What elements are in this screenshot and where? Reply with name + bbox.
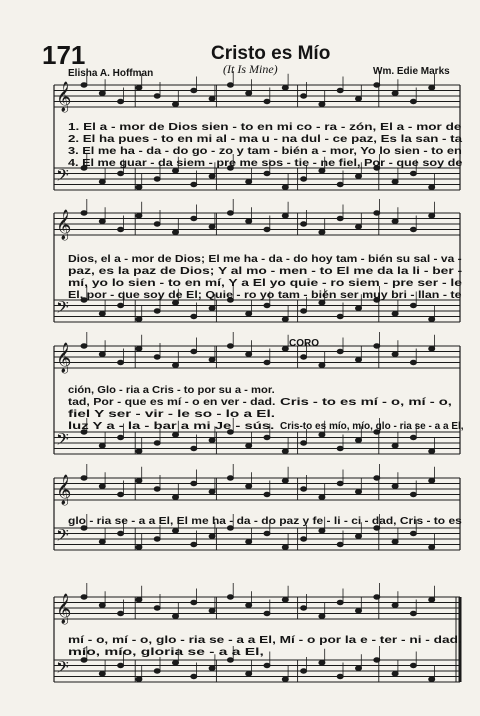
note-head — [99, 672, 105, 676]
note-head — [136, 185, 142, 189]
note-head — [429, 86, 435, 90]
treble-clef-icon: 𝄞 — [56, 475, 72, 504]
note-head — [209, 609, 215, 613]
note-head — [374, 83, 380, 87]
note-head — [246, 219, 252, 223]
note-head — [319, 301, 325, 305]
note-head — [282, 449, 288, 453]
lyric-line: tad, Por - que es mí - o en ver - dad. — [68, 396, 276, 408]
note-head — [282, 677, 288, 681]
note-head — [429, 449, 435, 453]
lyric-line: El, por - que soy de El; Quie - ro yo tam - bién ser muy bri - llan - te — [68, 289, 462, 301]
note-head — [429, 347, 435, 351]
note-head — [356, 174, 362, 178]
note-head — [191, 314, 197, 318]
note-head — [356, 97, 362, 101]
note-head — [99, 91, 105, 95]
note-head — [392, 219, 398, 223]
note-head — [301, 606, 307, 610]
note-head — [99, 180, 105, 184]
note-head — [301, 177, 307, 181]
note-head — [337, 481, 343, 485]
note-head — [118, 227, 124, 231]
note-head — [410, 360, 416, 364]
lyric-line: fiel Y ser - vir - le so - lo a El. — [68, 408, 276, 420]
note-head — [99, 219, 105, 223]
note-head — [191, 216, 197, 220]
note-head — [282, 86, 288, 90]
note-head — [410, 303, 416, 307]
note-head — [264, 435, 270, 439]
note-head — [264, 171, 270, 175]
note-head — [301, 537, 307, 541]
note-head — [319, 169, 325, 173]
treble-clef-icon: 𝄞 — [56, 343, 72, 372]
note-head — [264, 227, 270, 231]
note-head — [118, 435, 124, 439]
note-head — [81, 211, 87, 215]
note-head — [356, 666, 362, 670]
note-head — [227, 476, 233, 480]
note-head — [246, 352, 252, 356]
note-head — [337, 182, 343, 186]
note-head — [337, 446, 343, 450]
note-head — [429, 214, 435, 218]
note-head — [118, 171, 124, 175]
note-head — [154, 355, 160, 359]
note-head — [173, 169, 179, 173]
note-head — [282, 185, 288, 189]
note-head — [246, 672, 252, 676]
note-head — [246, 312, 252, 316]
chorus-lyric-line: Cris-to es mío, mío, glo - ria se - a a El, — [280, 420, 464, 432]
note-head — [410, 663, 416, 667]
note-head — [356, 609, 362, 613]
bass-clef-icon: 𝄢 — [56, 167, 69, 189]
note-head — [209, 438, 215, 442]
note-head — [118, 611, 124, 615]
hymn-number: 171 — [42, 40, 86, 70]
note-head — [337, 674, 343, 678]
note-head — [301, 309, 307, 313]
treble-clef-icon: 𝄞 — [56, 594, 72, 623]
note-head — [429, 479, 435, 483]
note-head — [191, 674, 197, 678]
note-head — [410, 492, 416, 496]
note-head — [319, 102, 325, 106]
note-head — [282, 347, 288, 351]
note-head — [227, 211, 233, 215]
lyric-line: mí - o, mí - o, glo - ria se - a a El, Mí - o por la e - ter - ni - dad. — [68, 634, 462, 646]
lyric-line: 1. El a - mor de Dios sien - to en mi co - ra - zón, El a - mor de — [68, 121, 462, 133]
note-head — [154, 177, 160, 181]
note-head — [264, 611, 270, 615]
note-head — [209, 225, 215, 229]
note-head — [392, 444, 398, 448]
note-head — [264, 360, 270, 364]
note-head — [99, 444, 105, 448]
note-head — [392, 484, 398, 488]
note-head — [356, 490, 362, 494]
treble-clef-icon: 𝄞 — [56, 82, 72, 111]
note-head — [374, 211, 380, 215]
note-head — [81, 658, 87, 662]
note-head — [264, 492, 270, 496]
lyric-line: 3. El me ha - da - do go - zo y tam - bién a - mor, Yo lo sien - to en — [68, 145, 462, 157]
treble-clef-icon: 𝄞 — [56, 210, 72, 239]
note-head — [319, 363, 325, 367]
note-head — [209, 534, 215, 538]
note-head — [99, 312, 105, 316]
note-head — [173, 495, 179, 499]
note-head — [209, 666, 215, 670]
note-head — [356, 225, 362, 229]
note-head — [356, 306, 362, 310]
note-head — [173, 529, 179, 533]
note-head — [282, 214, 288, 218]
lyric-line: paz, es la paz de Dios; Y al mo - men - to El me da la li - ber - — [68, 265, 463, 277]
note-head — [410, 171, 416, 175]
hymn-subtitle: (It Is Mine) — [223, 62, 278, 76]
note-head — [173, 363, 179, 367]
note-head — [81, 595, 87, 599]
note-head — [429, 545, 435, 549]
note-head — [118, 360, 124, 364]
note-head — [246, 444, 252, 448]
note-head — [301, 487, 307, 491]
lyric-line: glo - ria se - a a El, El me ha - da - do paz y fe - li - ci - dad, Cris - to es — [68, 515, 462, 527]
note-head — [118, 531, 124, 535]
note-head — [356, 438, 362, 442]
note-head — [374, 344, 380, 348]
note-head — [246, 91, 252, 95]
note-head — [209, 174, 215, 178]
note-head — [136, 86, 142, 90]
note-head — [246, 603, 252, 607]
note-head — [410, 227, 416, 231]
note-head — [191, 481, 197, 485]
note-head — [118, 303, 124, 307]
note-head — [173, 433, 179, 437]
note-head — [301, 222, 307, 226]
note-head — [154, 606, 160, 610]
note-head — [392, 540, 398, 544]
note-head — [191, 182, 197, 186]
note-head — [282, 598, 288, 602]
bass-clef-icon: 𝄢 — [56, 527, 69, 549]
note-head — [282, 317, 288, 321]
note-head — [337, 88, 343, 92]
note-head — [227, 595, 233, 599]
note-head — [118, 99, 124, 103]
note-head — [337, 600, 343, 604]
note-head — [301, 355, 307, 359]
note-head — [392, 180, 398, 184]
note-head — [173, 301, 179, 305]
note-head — [209, 306, 215, 310]
note-head — [374, 595, 380, 599]
note-head — [410, 99, 416, 103]
note-head — [392, 91, 398, 95]
note-head — [81, 344, 87, 348]
note-head — [191, 349, 197, 353]
note-head — [81, 83, 87, 87]
lyric-line: ción, Glo - ria a Cris - to por su a - mor. — [68, 384, 275, 396]
lyric-line: 2. El ha pues - to en mi al - ma u - na dul - ce paz, Es la san - ta — [68, 133, 462, 145]
lyric-line: mí, yo lo sien - to en mí, Y a El yo quie - ro siem - pre ser - le — [68, 277, 462, 289]
note-head — [319, 661, 325, 665]
note-head — [246, 484, 252, 488]
note-head — [356, 358, 362, 362]
note-head — [99, 484, 105, 488]
note-head — [319, 529, 325, 533]
note-head — [173, 230, 179, 234]
note-head — [392, 312, 398, 316]
note-head — [282, 479, 288, 483]
note-head — [319, 230, 325, 234]
note-head — [410, 435, 416, 439]
composer-name: Wm. Edie Marks — [373, 66, 450, 77]
note-head — [227, 658, 233, 662]
note-head — [118, 663, 124, 667]
note-head — [429, 317, 435, 321]
note-head — [392, 352, 398, 356]
hymn-title: Cristo es Mío — [211, 43, 331, 64]
note-head — [301, 94, 307, 98]
note-head — [264, 303, 270, 307]
note-head — [374, 658, 380, 662]
note-head — [337, 216, 343, 220]
note-head — [209, 358, 215, 362]
note-head — [264, 531, 270, 535]
note-head — [154, 309, 160, 313]
note-head — [319, 433, 325, 437]
note-head — [319, 614, 325, 618]
bass-clef-icon: 𝄢 — [56, 431, 69, 453]
note-head — [173, 614, 179, 618]
note-head — [264, 663, 270, 667]
note-head — [301, 441, 307, 445]
note-head — [99, 352, 105, 356]
bass-clef-icon: 𝄢 — [56, 659, 69, 681]
lyric-line: mío, mío, gloria se - a a El, — [68, 646, 264, 658]
note-head — [191, 88, 197, 92]
note-head — [282, 545, 288, 549]
lyricist-name: Elisha A. Hoffman — [68, 68, 154, 79]
note-head — [154, 537, 160, 541]
note-head — [99, 603, 105, 607]
note-head — [246, 180, 252, 184]
note-head — [410, 611, 416, 615]
note-head — [136, 677, 142, 681]
note-head — [337, 349, 343, 353]
note-head — [392, 603, 398, 607]
chorus-lyric-line: Cris - to es mí - o, mí - o, — [280, 396, 452, 408]
note-head — [356, 534, 362, 538]
note-head — [173, 661, 179, 665]
note-head — [374, 476, 380, 480]
note-head — [246, 540, 252, 544]
note-head — [264, 99, 270, 103]
note-head — [136, 479, 142, 483]
note-head — [136, 214, 142, 218]
note-head — [227, 344, 233, 348]
lyric-line: luz Y a - la - bar a mi Je - sús. — [68, 420, 275, 432]
note-head — [410, 531, 416, 535]
note-head — [209, 490, 215, 494]
note-head — [154, 222, 160, 226]
note-head — [429, 598, 435, 602]
note-head — [99, 540, 105, 544]
note-head — [319, 495, 325, 499]
note-head — [154, 669, 160, 673]
note-head — [429, 185, 435, 189]
note-head — [191, 446, 197, 450]
note-head — [154, 94, 160, 98]
note-head — [173, 102, 179, 106]
note-head — [118, 492, 124, 496]
lyric-line: Dios, el a - mor de Dios; El me ha - da - do hoy tam - bién su sal - va - — [68, 253, 462, 265]
note-head — [429, 677, 435, 681]
note-head — [136, 347, 142, 351]
note-head — [191, 542, 197, 546]
note-head — [337, 314, 343, 318]
note-head — [154, 487, 160, 491]
note-head — [191, 600, 197, 604]
note-head — [136, 317, 142, 321]
note-head — [136, 449, 142, 453]
note-head — [301, 669, 307, 673]
note-head — [136, 598, 142, 602]
note-head — [81, 476, 87, 480]
note-head — [154, 441, 160, 445]
bass-clef-icon: 𝄢 — [56, 299, 69, 321]
note-head — [227, 83, 233, 87]
note-head — [337, 542, 343, 546]
note-head — [209, 97, 215, 101]
chorus-label: CORO — [289, 338, 319, 349]
note-head — [136, 545, 142, 549]
lyric-line: 4. El me guar - da siem - pre me sos - tie - ne fiel, Por - que soy de — [68, 157, 463, 169]
note-head — [392, 672, 398, 676]
